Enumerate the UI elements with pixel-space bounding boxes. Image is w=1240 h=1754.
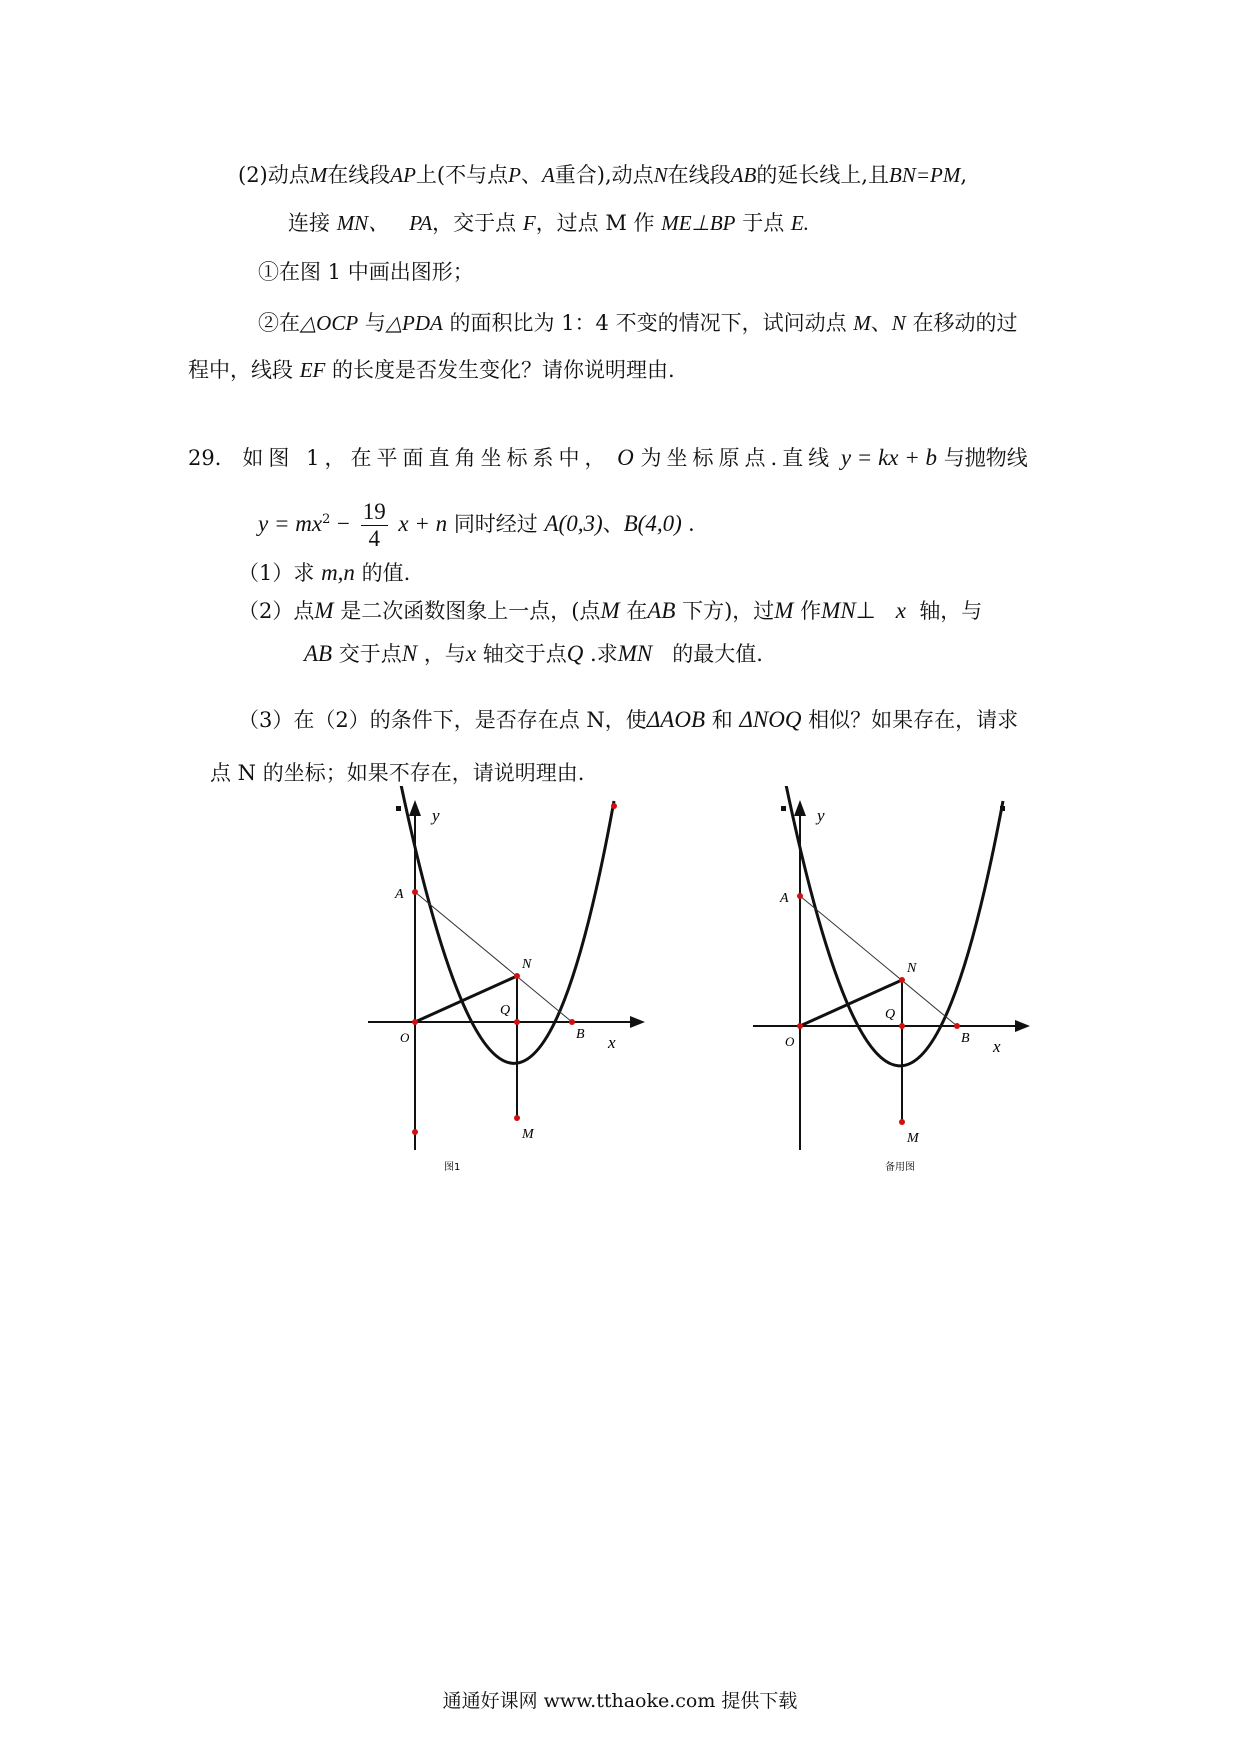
point-N (514, 973, 520, 979)
point-A (797, 893, 803, 899)
part2-item1: ①在图 1 中画出图形； (258, 260, 474, 284)
line-AB (800, 896, 957, 1026)
question-number: 29． (188, 446, 236, 470)
point-top-right (611, 803, 617, 809)
q29-sub3-line1: （3）在（2）的条件下，是否存在点 N，使ΔAOB 和 ΔNOQ 相似？如果存在，请求 (238, 707, 1019, 732)
point-A (412, 889, 418, 895)
part2-item2-line1: ②在△OCP 与△PDA 的面积比为 1：4 不变的情况下，试问动点 M、N 在移动的过 (258, 311, 1018, 335)
q29-line2: $y = mx^2$ − $\frac{19}{4}$ x + n 同时经过 A(0,3)、B(4,0) . (258, 499, 695, 551)
page-footer: 通通好课网 www.tthaoke.com 提供下载 (442, 1690, 798, 1712)
label-A: A (780, 891, 789, 906)
figure-caption: 图1 (444, 1162, 461, 1173)
point-O (412, 1019, 418, 1025)
label-Q: Q (500, 1003, 511, 1018)
figure-spare-points (735, 893, 960, 1125)
label-A: A (395, 887, 404, 902)
label-B: B (576, 1027, 585, 1042)
point-Q (514, 1019, 520, 1025)
y-axis-arrow (794, 800, 806, 816)
y-axis-arrow (409, 800, 421, 816)
line-AB (415, 892, 572, 1022)
q29-sub2-line2: AB 交于点N ，与x 轴交于点Q .求MN 的最大值. (304, 641, 763, 666)
part2-line1: (2)动点M在线段AP上(不与点P、A重合),动点N在线段AB的延长线上,且BN=PM, (238, 163, 968, 187)
point-N (899, 977, 905, 983)
label-x: x (993, 1037, 1001, 1056)
q29-line1: 29． 如图 1，在平面直角坐标系中， O 为坐标原点.直线 y = kx + b 与抛物线 (188, 445, 1028, 470)
figure-spare (735, 786, 1035, 1176)
q29-sub2-line1: （2）点M 是二次函数图象上一点，(点M 在AB 下方)，过M 作MN⊥ x 轴，与 (238, 598, 983, 623)
point-M (514, 1115, 520, 1121)
q29-sub3-line2: 点 N 的坐标；如果不存在，请说明理由. (210, 761, 585, 785)
point-B (954, 1023, 960, 1029)
label-N: N (522, 957, 532, 972)
parabola (785, 786, 1003, 1066)
figure-1-points (350, 803, 617, 1135)
x-axis-arrow (1015, 1020, 1030, 1032)
point-top-left (781, 806, 786, 811)
fraction-19-4: $\frac{19}{4}$ (362, 499, 386, 551)
label-y: y (817, 806, 825, 825)
label-N: N (907, 961, 917, 976)
point-B (569, 1019, 575, 1025)
point-M (899, 1119, 905, 1125)
part2-item2-line2: 程中，线段 EF 的长度是否发生变化？请你说明理由. (188, 358, 675, 382)
q29-sub1: （1）求 m,n 的值. (238, 560, 411, 585)
point-bottom-end (412, 1129, 418, 1135)
point-Q (899, 1023, 905, 1029)
figure-1 (350, 786, 650, 1176)
point-top-left (396, 806, 401, 811)
label-Q: Q (885, 1007, 896, 1022)
label-M: M (522, 1127, 534, 1142)
label-y: y (432, 806, 440, 825)
point-top-right (1000, 806, 1005, 811)
figure-caption: 备用图 (885, 1162, 915, 1173)
label-M: M (907, 1131, 919, 1146)
label-O: O (785, 1034, 795, 1049)
label-B: B (961, 1031, 970, 1046)
point-O (797, 1023, 803, 1029)
label-O: O (400, 1030, 410, 1045)
x-axis-arrow (630, 1016, 645, 1028)
part2-line2: 连接 MN、 PA，交于点 F，过点 M 作 ME⊥BP 于点 E. (288, 211, 809, 235)
label-x: x (608, 1033, 616, 1052)
